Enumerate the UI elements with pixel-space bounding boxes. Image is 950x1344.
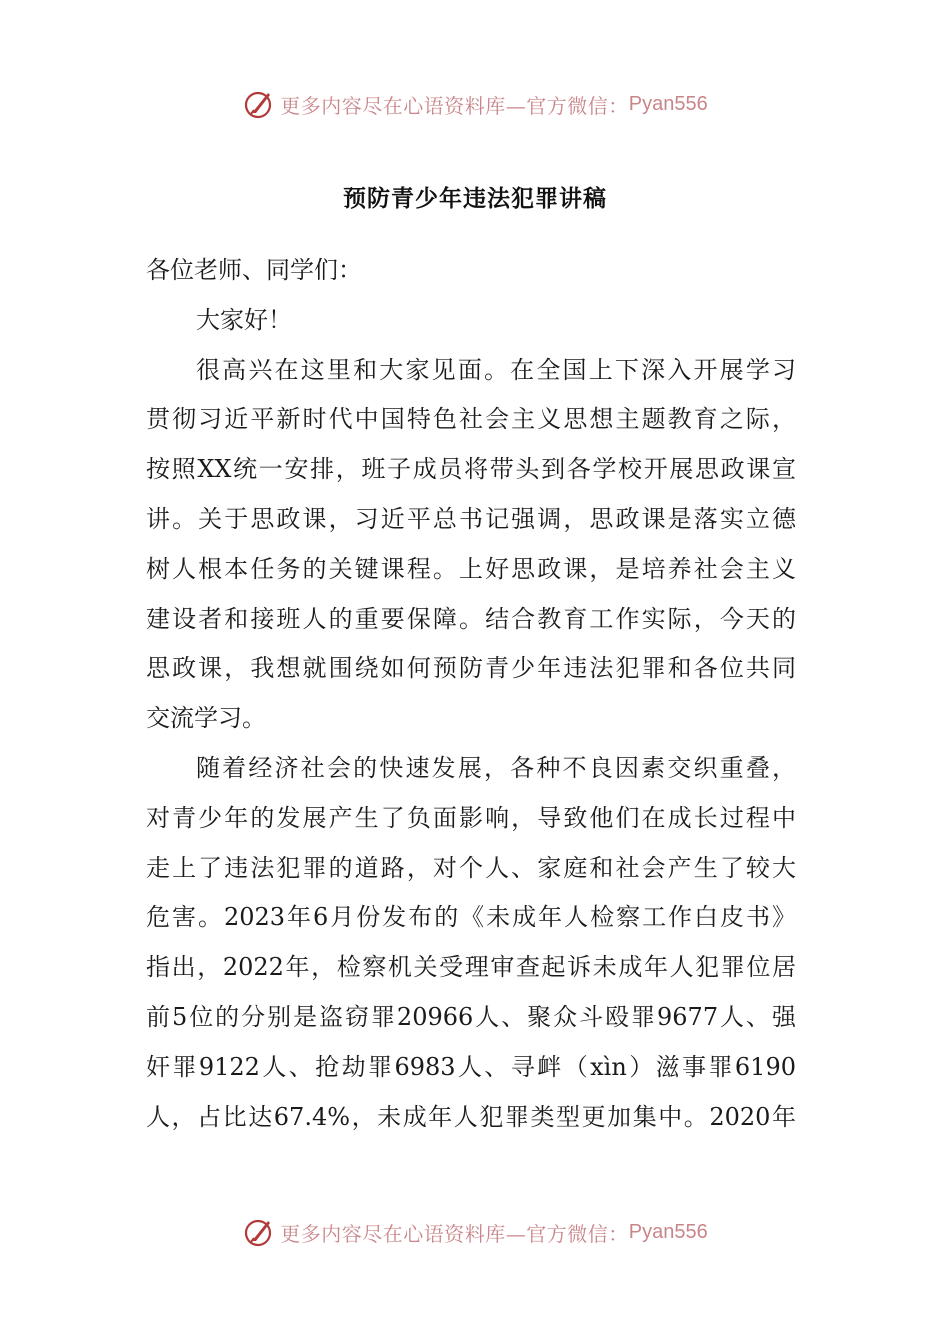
paragraph-2-line: 人，占比达67.4%，未成年人犯罪类型更加集中。2020年 (146, 1102, 796, 1131)
paragraph-2-line: 奸罪9122人、抢劫罪6983人、寻衅（xìn）滋事罪6190 (146, 1052, 796, 1081)
paragraph-2-line: 走上了违法犯罪的道路，对个人、家庭和社会产生了较大 (146, 853, 796, 882)
paragraph-2-line: 对青少年的发展产生了负面影响，导致他们在成长过程中 (146, 803, 796, 832)
watermark-text: 更多内容尽在心语资料库—官方微信： (280, 1221, 629, 1246)
greeting-line: 大家好！ (196, 305, 292, 334)
watermark-wechat-id: Pyan556 (628, 1220, 708, 1243)
header-watermark (0, 84, 950, 124)
paragraph-2-line: 随着经济社会的快速发展，各种不良因素交织重叠， (196, 753, 796, 782)
document-title: 预防青少年违法犯罪讲稿 (343, 185, 607, 212)
quill-logo-icon (242, 1215, 276, 1249)
quill-logo-icon (242, 87, 276, 121)
paragraph-1-line: 建设者和接班人的重要保障。结合教育工作实际，今天的 (146, 604, 796, 633)
paragraph-1-line: 很高兴在这里和大家见面。在全国上下深入开展学习 (196, 355, 796, 384)
salutation-line: 各位老师、同学们： (146, 256, 362, 284)
paragraph-1-line: 思政课，我想就围绕如何预防青少年违法犯罪和各位共同 (146, 654, 796, 683)
paragraph-1-line: 按照XX统一安排，班子成员将带头到各学校开展思政课宣 (146, 455, 796, 484)
watermark-text: 更多内容尽在心语资料库—官方微信： (280, 93, 629, 118)
paragraph-2-line: 危害。2023年6月份发布的《未成年人检察工作白皮书》 (146, 903, 796, 932)
paragraph-1-line: 讲。关于思政课，习近平总书记强调，思政课是落实立德 (146, 504, 796, 533)
paragraph-1-line: 贯彻习近平新时代中国特色社会主义思想主题教育之际， (146, 405, 796, 434)
paragraph-2-line: 指出，2022年，检察机关受理审查起诉未成年人犯罪位居 (146, 953, 796, 982)
watermark-wechat-id: Pyan556 (628, 92, 708, 115)
document-body (146, 246, 796, 1142)
paragraph-1-line: 树人根本任务的关键课程。上好思政课，是培养社会主义 (146, 554, 796, 583)
paragraph-1-line: 交流学习。 (146, 704, 266, 733)
footer-watermark (0, 1212, 950, 1252)
paragraph-2-line: 前5位的分别是盗窃罪20966人、聚众斗殴罪9677人、强 (146, 1002, 796, 1031)
